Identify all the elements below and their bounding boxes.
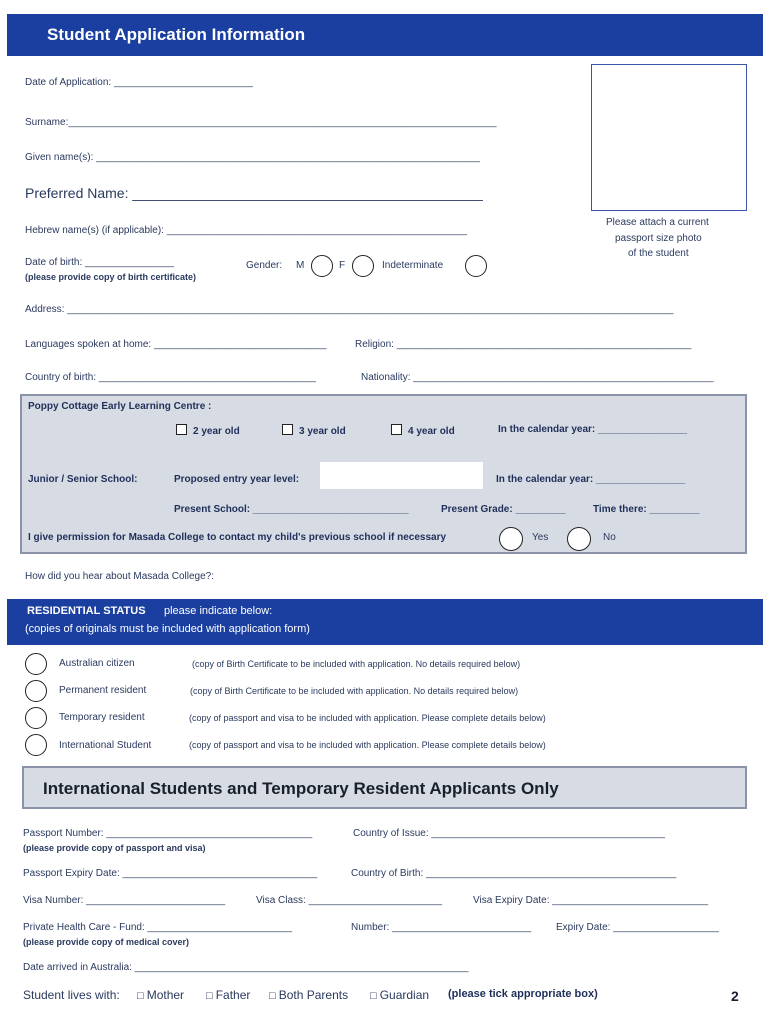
how-hear-field[interactable]: How did you hear about Masada College?: (25, 571, 215, 582)
poppy-cottage-title: Poppy Cottage Early Learning Centre : (28, 401, 212, 412)
note-international-student: (copy of passport and visa to be included with application. Please complete details below) (189, 740, 546, 750)
radio-international-student[interactable] (25, 734, 47, 756)
option-4-year-old[interactable] (391, 424, 455, 437)
time-there-field[interactable]: Time there: _________ (593, 504, 700, 515)
checkbox-guardian-icon[interactable]: □ (370, 990, 380, 1002)
school-calendar-year-field[interactable]: In the calendar year: ________________ (496, 474, 686, 485)
lives-with-mother[interactable] (137, 988, 184, 1002)
photo-box (591, 64, 747, 211)
permission-no-radio[interactable] (567, 527, 591, 551)
gender-f-radio[interactable] (352, 255, 374, 277)
page-header (7, 14, 763, 56)
present-grade-field[interactable]: Present Grade: _________ (441, 504, 566, 515)
health-fund-field[interactable]: Private Health Care - Fund: __________________________ (23, 922, 293, 933)
lives-with-both-label: Both Parents (278, 988, 349, 1002)
address-field[interactable]: Address: _____________________________________________________________________________________________________________ (25, 304, 674, 315)
checkbox-father-icon[interactable]: □ (206, 990, 216, 1002)
lives-with-father[interactable] (206, 988, 250, 1002)
visa-number-field[interactable]: Visa Number: _________________________ (23, 895, 226, 906)
page-title: Student Application Information (47, 25, 306, 44)
gender-m-label: M (296, 260, 305, 271)
checkbox-both-icon[interactable]: □ (269, 990, 279, 1002)
lives-with-father-label: Father (215, 988, 251, 1002)
gender-indeterminate-label: Indeterminate (382, 260, 444, 271)
option-4-year-old-label: 4 year old (408, 426, 455, 437)
option-2-year-old-label: 2 year old (193, 426, 240, 437)
surname-field[interactable]: Surname:_____________________________________________________________________________ (25, 117, 497, 128)
international-section-header (22, 766, 747, 809)
option-3-year-old[interactable] (282, 424, 346, 437)
residential-subtitle: please indicate below: (164, 605, 273, 617)
page-number: 2 (731, 988, 739, 1004)
medical-note: (please provide copy of medical cover) (23, 937, 190, 947)
note-australian-citizen: (copy of Birth Certificate to be included with application. No details required below) (192, 659, 521, 669)
radio-temporary-resident[interactable] (25, 707, 47, 729)
photo-instruction-3: of the student (628, 248, 689, 259)
gender-m-radio[interactable] (311, 255, 333, 277)
permission-text: I give permission for Masada College to contact my child's previous school if necessary (28, 532, 447, 543)
visa-expiry-field[interactable]: Visa Expiry Date: ____________________________ (473, 895, 709, 906)
passport-note: (please provide copy of passport and visa) (23, 843, 206, 853)
lives-with-both[interactable] (269, 988, 348, 1002)
label-international-student: International Student (59, 740, 152, 751)
lives-with-mother-label: Mother (146, 988, 185, 1002)
visa-class-field[interactable]: Visa Class: ________________________ (256, 895, 443, 906)
preferred-name-field[interactable]: Preferred Name: _____________________________________________ (25, 185, 483, 201)
junior-senior-label: Junior / Senior School: (28, 474, 138, 485)
permission-yes-radio[interactable] (499, 527, 523, 551)
lives-with-guardian[interactable] (370, 988, 429, 1002)
permission-yes-label: Yes (532, 532, 549, 543)
radio-permanent-resident[interactable] (25, 680, 47, 702)
radio-australian-citizen[interactable] (25, 653, 47, 675)
religion-field[interactable]: Religion: _____________________________________________________ (355, 339, 692, 350)
label-temporary-resident: Temporary resident (59, 712, 145, 723)
poppy-calendar-year-field[interactable]: In the calendar year: ________________ (498, 424, 688, 435)
hebrew-names-field[interactable]: Hebrew name(s) (if applicable): ______________________________________________________ (25, 225, 468, 236)
present-school-field[interactable]: Present School: ____________________________ (174, 504, 409, 515)
languages-field[interactable]: Languages spoken at home: _______________________________ (25, 339, 327, 350)
date-of-application-field[interactable]: Date of Application: _________________________ (25, 77, 253, 88)
checkbox-2-year-old[interactable] (176, 424, 187, 435)
given-names-field[interactable]: Given name(s): _____________________________________________________________________ (25, 152, 480, 163)
residential-status-header (7, 599, 763, 645)
lives-with-note: (please tick appropriate box) (448, 988, 598, 1000)
option-3-year-old-label: 3 year old (299, 426, 346, 437)
gender-indeterminate-radio[interactable] (465, 255, 487, 277)
gender-label: Gender: (246, 260, 283, 271)
option-2-year-old[interactable] (176, 424, 240, 437)
proposed-entry-label: Proposed entry year level: (174, 474, 300, 485)
date-arrived-field[interactable]: Date arrived in Australia: ____________________________________________________________ (23, 962, 469, 973)
checkbox-mother-icon[interactable]: □ (137, 990, 147, 1002)
permission-no-label: No (603, 532, 616, 543)
date-of-birth-field[interactable]: Date of birth: ________________ (25, 257, 175, 268)
photo-instruction-2: passport size photo (615, 233, 702, 244)
passport-number-field[interactable]: Passport Number: _____________________________________ (23, 828, 313, 839)
international-title: International Students and Temporary Resident Applicants Only (43, 779, 559, 798)
country-of-birth-field[interactable]: Country of birth: _______________________________________ (25, 372, 316, 383)
residential-instruction: (copies of originals must be included with application form) (25, 623, 310, 635)
note-permanent-resident: (copy of Birth Certificate to be included with application. No details required below) (190, 686, 519, 696)
health-number-field[interactable]: Number: _________________________ (351, 922, 532, 933)
checkbox-3-year-old[interactable] (282, 424, 293, 435)
lives-with-label: Student lives with: (23, 988, 120, 1002)
intl-country-of-birth-field[interactable]: Country of Birth: _____________________________________________ (351, 868, 677, 879)
checkbox-4-year-old[interactable] (391, 424, 402, 435)
country-of-issue-field[interactable]: Country of Issue: __________________________________________ (353, 828, 665, 839)
photo-instruction-1: Please attach a current (606, 217, 709, 228)
nationality-field[interactable]: Nationality: ______________________________________________________ (361, 372, 714, 383)
residential-title: RESIDENTIAL STATUS (27, 605, 146, 617)
proposed-entry-input[interactable] (320, 462, 483, 489)
lives-with-guardian-label: Guardian (379, 988, 430, 1002)
label-permanent-resident: Permanent resident (59, 685, 147, 696)
note-temporary-resident: (copy of passport and visa to be included with application. Please complete details below) (189, 713, 546, 723)
health-expiry-field[interactable]: Expiry Date: ___________________ (556, 922, 719, 933)
gender-f-label: F (339, 260, 346, 271)
passport-expiry-field[interactable]: Passport Expiry Date: ___________________________________ (23, 868, 318, 879)
label-australian-citizen: Australian citizen (59, 658, 135, 669)
dob-note: (please provide copy of birth certificate) (25, 272, 197, 282)
